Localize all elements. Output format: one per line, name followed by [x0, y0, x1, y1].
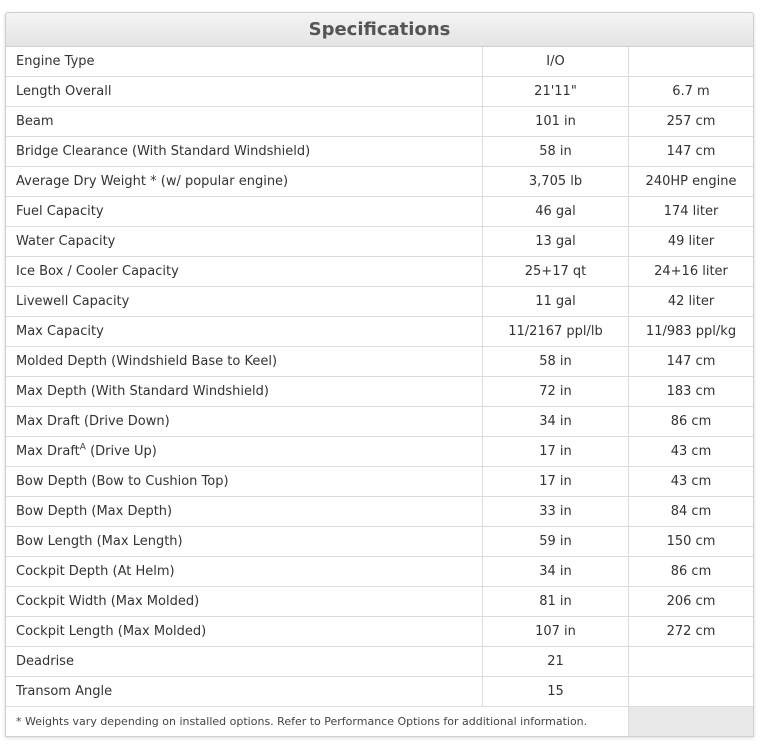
spec-name-cell — [6, 617, 483, 647]
spec-imperial-value: 11 gal — [483, 287, 629, 317]
spec-metric-value: 150 cm — [629, 527, 754, 557]
spec-row — [6, 617, 753, 647]
spec-metric-value — [629, 677, 754, 707]
spec-name: Bow Depth (Max Depth) — [16, 504, 173, 519]
spec-name-cell — [6, 137, 483, 167]
spec-name-cell — [6, 107, 483, 137]
spec-name-cell — [6, 287, 483, 317]
specifications-table — [6, 47, 753, 736]
spec-metric-value: 84 cm — [629, 497, 754, 527]
spec-name-cell — [6, 407, 483, 437]
spec-name: Bow Depth (Bow to Cushion Top) — [16, 474, 229, 489]
spec-row — [6, 407, 753, 437]
spec-imperial-value: 33 in — [483, 497, 629, 527]
spec-metric-value: 174 liter — [629, 197, 754, 227]
footnote-blank-cell — [629, 707, 754, 737]
spec-row — [6, 107, 753, 137]
spec-name-cell — [6, 557, 483, 587]
spec-name: Ice Box / Cooler Capacity — [16, 264, 179, 279]
spec-name: Bridge Clearance (With Standard Windshield) — [16, 144, 311, 159]
spec-imperial-value: 11/2167 ppl/lb — [483, 317, 629, 347]
spec-metric-value: 86 cm — [629, 557, 754, 587]
spec-row — [6, 497, 753, 527]
spec-name-cell — [6, 347, 483, 377]
spec-name-cell — [6, 377, 483, 407]
spec-metric-value: 240HP engine — [629, 167, 754, 197]
spec-row — [6, 467, 753, 497]
spec-imperial-value: 58 in — [483, 137, 629, 167]
spec-name-cell — [6, 227, 483, 257]
spec-row — [6, 197, 753, 227]
spec-name-cell — [6, 197, 483, 227]
spec-metric-value: 86 cm — [629, 407, 754, 437]
spec-row — [6, 47, 753, 77]
specifications-table-body — [6, 47, 753, 736]
spec-metric-value: 42 liter — [629, 287, 754, 317]
spec-name-superscript: A — [79, 442, 86, 453]
spec-imperial-value: 101 in — [483, 107, 629, 137]
spec-imperial-value: 81 in — [483, 587, 629, 617]
spec-name-cell — [6, 47, 483, 77]
spec-metric-value: 6.7 m — [629, 77, 754, 107]
spec-name: Cockpit Length (Max Molded) — [16, 624, 207, 639]
spec-name: Length Overall — [16, 84, 112, 99]
spec-name-cell — [6, 647, 483, 677]
footnote-row — [6, 707, 753, 737]
spec-name-cell — [6, 77, 483, 107]
spec-row — [6, 677, 753, 707]
spec-name-cell — [6, 257, 483, 287]
spec-name: Max Draft — [16, 444, 80, 459]
spec-name: Max Capacity — [16, 324, 104, 339]
spec-row — [6, 527, 753, 557]
spec-metric-value: 147 cm — [629, 347, 754, 377]
spec-name-cell — [6, 677, 483, 707]
spec-name: Max Depth (With Standard Windshield) — [16, 384, 269, 399]
specifications-title: Specifications — [6, 13, 753, 47]
spec-metric-value: 183 cm — [629, 377, 754, 407]
spec-row — [6, 347, 753, 377]
spec-imperial-value: I/O — [483, 47, 629, 77]
spec-metric-value: 43 cm — [629, 467, 754, 497]
spec-name-cell — [6, 497, 483, 527]
spec-name: Livewell Capacity — [16, 294, 130, 309]
spec-metric-value: 24+16 liter — [629, 257, 754, 287]
spec-imperial-value: 58 in — [483, 347, 629, 377]
spec-metric-value — [629, 647, 754, 677]
spec-name: Deadrise — [16, 654, 74, 669]
spec-metric-value: 49 liter — [629, 227, 754, 257]
spec-name-cell — [6, 587, 483, 617]
spec-imperial-value: 21 — [483, 647, 629, 677]
spec-name: Engine Type — [16, 54, 95, 69]
spec-row — [6, 77, 753, 107]
spec-name: Average Dry Weight * (w/ popular engine) — [16, 174, 289, 189]
spec-name: Bow Length (Max Length) — [16, 534, 183, 549]
spec-name: Molded Depth (Windshield Base to Keel) — [16, 354, 278, 369]
spec-row — [6, 557, 753, 587]
spec-metric-value: 43 cm — [629, 437, 754, 467]
spec-row — [6, 647, 753, 677]
spec-name-cell — [6, 437, 483, 467]
spec-name: Beam — [16, 114, 54, 129]
spec-metric-value — [629, 47, 754, 77]
footnote-text: * Weights vary depending on installed options. Refer to Performance Options for additional information. — [6, 707, 629, 737]
spec-imperial-value: 21'11" — [483, 77, 629, 107]
spec-metric-value: 272 cm — [629, 617, 754, 647]
spec-imperial-value: 25+17 qt — [483, 257, 629, 287]
spec-imperial-value: 17 in — [483, 467, 629, 497]
spec-name: Max Draft (Drive Down) — [16, 414, 170, 429]
spec-metric-value: 257 cm — [629, 107, 754, 137]
spec-imperial-value: 3,705 lb — [483, 167, 629, 197]
spec-name-cell — [6, 527, 483, 557]
spec-name: Cockpit Width (Max Molded) — [16, 594, 200, 609]
spec-imperial-value: 34 in — [483, 407, 629, 437]
spec-name-cell — [6, 467, 483, 497]
specifications-panel — [5, 12, 754, 737]
spec-metric-value: 147 cm — [629, 137, 754, 167]
spec-row — [6, 587, 753, 617]
spec-imperial-value: 59 in — [483, 527, 629, 557]
spec-row — [6, 227, 753, 257]
spec-name-cell — [6, 317, 483, 347]
spec-row — [6, 437, 753, 467]
spec-imperial-value: 13 gal — [483, 227, 629, 257]
spec-name-suffix: (Drive Up) — [85, 444, 157, 459]
spec-imperial-value: 46 gal — [483, 197, 629, 227]
spec-row — [6, 377, 753, 407]
spec-row — [6, 317, 753, 347]
spec-name: Cockpit Depth (At Helm) — [16, 564, 175, 579]
spec-row — [6, 287, 753, 317]
spec-imperial-value: 17 in — [483, 437, 629, 467]
spec-row — [6, 257, 753, 287]
spec-row — [6, 137, 753, 167]
spec-imperial-value: 15 — [483, 677, 629, 707]
spec-name-cell — [6, 167, 483, 197]
spec-metric-value: 206 cm — [629, 587, 754, 617]
spec-imperial-value: 107 in — [483, 617, 629, 647]
spec-imperial-value: 34 in — [483, 557, 629, 587]
spec-name: Water Capacity — [16, 234, 116, 249]
spec-metric-value: 11/983 ppl/kg — [629, 317, 754, 347]
spec-row — [6, 167, 753, 197]
spec-name: Fuel Capacity — [16, 204, 104, 219]
spec-imperial-value: 72 in — [483, 377, 629, 407]
spec-name: Transom Angle — [16, 684, 113, 699]
